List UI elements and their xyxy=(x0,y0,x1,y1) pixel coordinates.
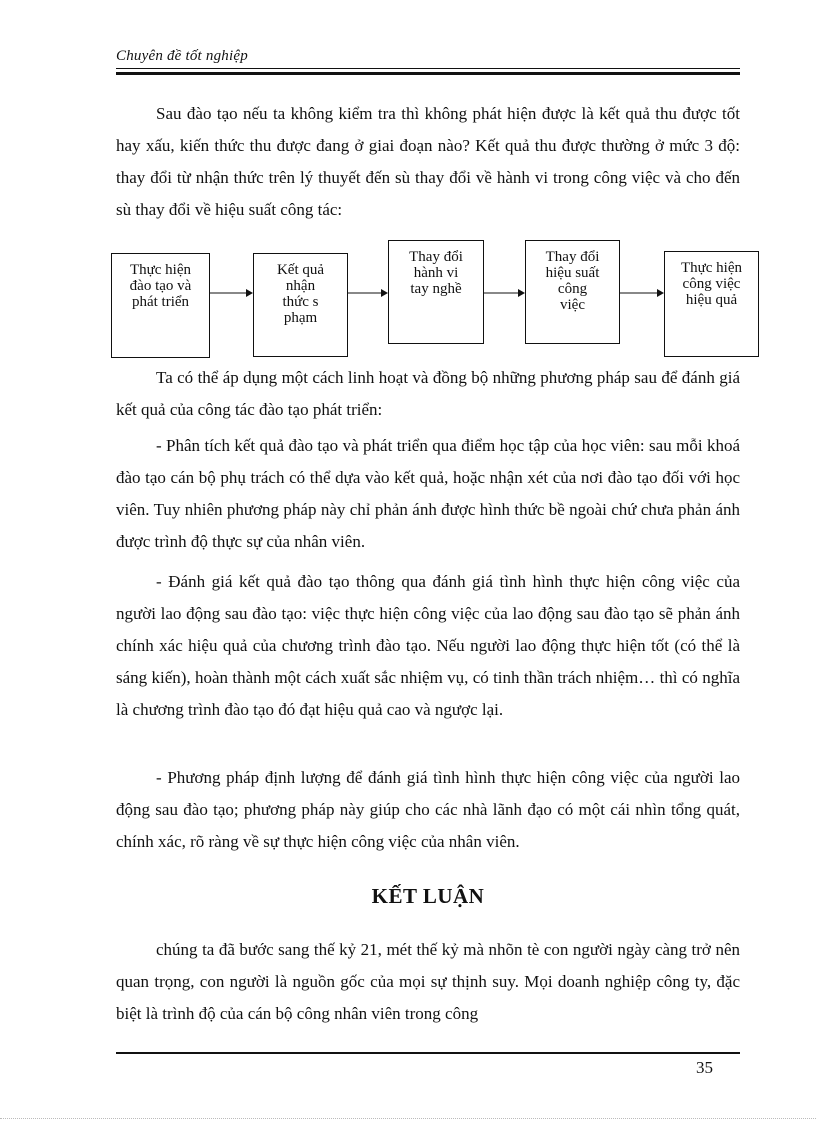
flow-box-line: Kết quả xyxy=(276,262,325,278)
footer-rule xyxy=(116,1052,740,1054)
flow-box-line: việc xyxy=(560,297,585,313)
flow-box-line: tay nghề xyxy=(410,281,462,297)
flow-box-line: công việc xyxy=(682,276,741,292)
methods-intro-paragraph: Ta có thể áp dụng một cách linh hoạt và đồng bộ những phương pháp sau để đánh giá kết quả của công tác đào tạo phát triển: xyxy=(116,368,740,419)
conclusion-paragraph: chúng ta đã bước sang thế kỷ 21, mét thế kỷ mà nhõn tè con người ngày càng trở nên quan trọng, con người là nguồn gốc của mọi sự thịnh suy. Mọi doanh nghiệp công ty, đặc biệt là trình độ của cán bộ công nhân viên trong công xyxy=(116,940,740,1023)
flow-box-training xyxy=(111,253,210,358)
page-number: 35 xyxy=(696,1058,713,1077)
flow-box-line: hành vi xyxy=(413,265,459,281)
conclusion-heading: KẾT LUẬN xyxy=(371,884,485,908)
flow-box-line: đào tạo và xyxy=(129,278,192,294)
flow-box-line: Thực hiện xyxy=(680,260,743,276)
flow-box-performance xyxy=(525,240,620,344)
header-rule-thin xyxy=(116,68,740,69)
flow-box-cognition xyxy=(253,253,348,357)
flow-box-line: hiệu quả xyxy=(685,292,738,308)
flow-arrow-3 xyxy=(484,287,526,299)
flow-arrow-1 xyxy=(210,287,254,299)
flow-arrow-4 xyxy=(620,287,665,299)
flow-box-line: phạm xyxy=(283,310,318,326)
flow-box-line: Thực hiện xyxy=(129,262,192,278)
flow-box-line: nhận xyxy=(285,278,316,294)
flow-box-line: Thay đổi xyxy=(409,249,463,265)
flow-box-line: phát triển xyxy=(131,294,190,310)
flow-box-behavior xyxy=(388,240,484,344)
header-title: Chuyên đề tốt nghiệp xyxy=(116,48,248,64)
method-evaluation-paragraph: - Đánh giá kết quả đào tạo thông qua đánh giá tình hình thực hiện công việc của người lao động sau đào tạo: việc thực hiện công việc của lao động sau đào tạo sẽ phản ánh chính xác hiệu quả của chương trình đào tạo. Nếu người lao động thực hiện tốt (có thể là sáng kiến), hoàn thành một cách xuất sắc nhiệm vụ, có tinh thần trách nhiệm… thì có nghĩa là chương trình đào tạo đó đạt hiệu quả cao và ngược lại. xyxy=(116,572,740,719)
page-edge-dots xyxy=(0,1118,816,1119)
flow-box-line: Thay đổi xyxy=(545,249,600,265)
flow-arrow-2 xyxy=(348,287,389,299)
header-rule-thick xyxy=(116,72,740,75)
method-quantitative-paragraph: - Phương pháp định lượng để đánh giá tình hình thực hiện công việc của người lao động sau đào tạo; phương pháp này giúp cho các nhà lãnh đạo có một cái nhìn tổng quát, chính xác, rõ ràng về sự thực hiện công việc của nhân viên. xyxy=(116,768,740,851)
flow-box-line: thức s xyxy=(282,294,319,310)
flow-box-line: hiệu suất xyxy=(545,265,600,281)
flow-box-line: công xyxy=(557,281,588,297)
intro-paragraph: Sau đào tạo nếu ta không kiểm tra thì không phát hiện được là kết quả thu được tốt hay xấu, kiến thức thu được đang ở giai đoạn nào? Kết quả thu được thường ở mức 3 độ: thay đổi từ nhận thức trên lý thuyết đến sù thay đổi về hành vi trong công việc và cho đến sù thay đổi về hiệu suất công tác: xyxy=(116,104,740,219)
flow-box-effective xyxy=(664,251,759,357)
method-analysis-paragraph: - Phân tích kết quả đào tạo và phát triển qua điểm học tập của học viên: sau mỗi khoá đào tạo cán bộ phụ trách có thể dựa vào kết quả, hoặc nhận xét của nơi đào tạo đối với học viên. Tuy nhiên phương pháp này chỉ phản ánh được hình thức bề ngoài chứ chưa phản ánh được trình độ thực sự của nhân viên. xyxy=(116,436,740,551)
